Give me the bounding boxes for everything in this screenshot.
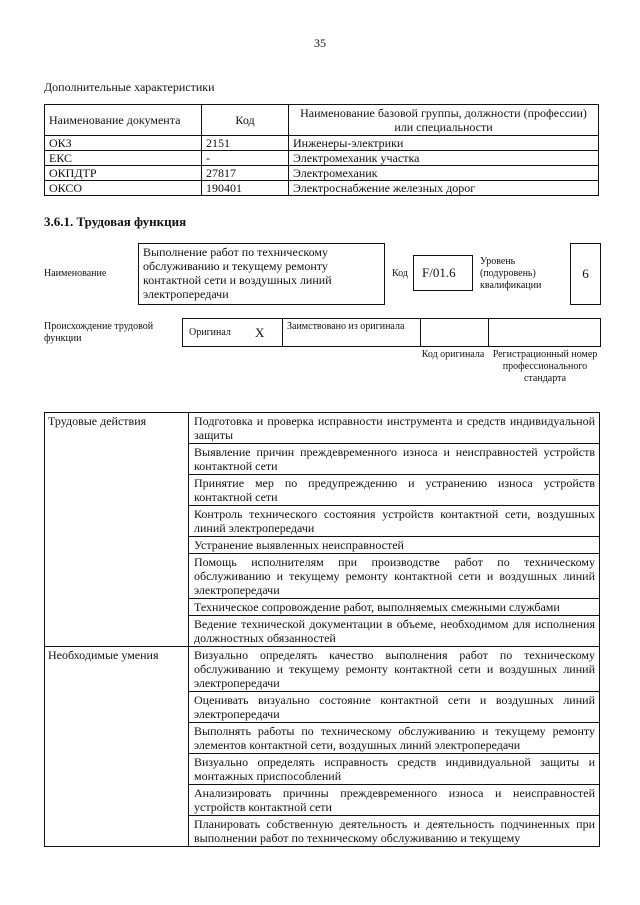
table-row: [45, 413, 600, 444]
actions-label: Трудовые действия: [45, 413, 189, 647]
list-item: Выполнять работы по техническому обслуживанию и текущему ремонту элементов контактной сети, воздушных линий электропередачи: [189, 723, 600, 754]
list-item: Устранение выявленных неисправностей: [189, 537, 600, 554]
function-details-table: [44, 412, 600, 847]
list-item: Принятие мер по предупреждению и устранению износа устройств контактной сети: [189, 475, 600, 506]
cell-code: -: [202, 151, 289, 166]
list-item: Планировать собственную деятельность и деятельность подчиненных при выполнении работ по техническому обслуживанию и текущему: [189, 816, 600, 847]
function-name-box: Выполнение работ по техническому обслуживанию и текущему ремонту контактной сети и воздушных линий электропередачи: [138, 243, 385, 305]
cell-code: 2151: [202, 136, 289, 151]
reg-caption: Регистрационный номер профессионального стандарта: [492, 349, 598, 384]
original-label: Оригинал: [189, 327, 231, 338]
cell-group: Инженеры-электрики: [289, 136, 599, 151]
cell-code: 27817: [202, 166, 289, 181]
code-label: Код: [392, 268, 408, 279]
divider: [488, 318, 489, 347]
section-subtitle: Дополнительные характеристики: [44, 80, 215, 94]
table-row: [45, 136, 599, 151]
cell-group: Электроснабжение железных дорог: [289, 181, 599, 196]
origin-label: Происхождение трудовой функции: [44, 321, 154, 344]
cell-group: Электромеханик участка: [289, 151, 599, 166]
header-document-name: Наименование документа: [45, 105, 202, 136]
name-label: Наименование: [44, 268, 107, 279]
classifier-header-row: [45, 105, 599, 136]
cell-document: ЕКС: [45, 151, 202, 166]
origin-row: [182, 318, 601, 347]
table-row: [45, 181, 599, 196]
level-label: Уровень (подуровень) квалификации: [480, 256, 542, 291]
original-mark: X: [255, 325, 265, 340]
header-code: Код: [202, 105, 289, 136]
table-row: [45, 151, 599, 166]
function-heading: 3.6.1. Трудовая функция: [44, 214, 187, 229]
level-value-box: 6: [570, 243, 601, 305]
list-item: Визуально определять качество выполнения работ по техническому обслуживанию и текущему ремонту контактной сети и воздушных линий электропередачи: [189, 647, 600, 692]
list-item: Выявление причин преждевременного износа и неисправностей устройств контактной сети: [189, 444, 600, 475]
borrowed-label: Заимствовано из оригинала: [287, 321, 405, 332]
table-row: [45, 647, 600, 692]
skills-label: Необходимые умения: [45, 647, 189, 847]
classifier-table: [44, 104, 599, 196]
list-item: Контроль технического состояния устройств контактной сети, воздушных линий электропередачи: [189, 506, 600, 537]
code-caption: Код оригинала: [421, 349, 485, 360]
function-code-box: F/01.6: [413, 255, 473, 291]
list-item: Помощь исполнителям при производстве работ по техническому обслуживанию и текущему ремонту контактной сети и воздушных линий электропередачи: [189, 554, 600, 599]
divider: [282, 318, 283, 347]
page-number: 35: [314, 36, 326, 50]
cell-document: ОКПДТР: [45, 166, 202, 181]
list-item: Оценивать визуально состояние контактной сети и воздушных линий электропередачи: [189, 692, 600, 723]
cell-document: ОКЗ: [45, 136, 202, 151]
cell-code: 190401: [202, 181, 289, 196]
divider: [420, 318, 421, 347]
cell-document: ОКСО: [45, 181, 202, 196]
list-item: Ведение технической документации в объеме, необходимом для исполнения должностных обязанностей: [189, 616, 600, 647]
list-item: Анализировать причины преждевременного износа и неисправностей устройств контактной сети: [189, 785, 600, 816]
list-item: Техническое сопровождение работ, выполняемых смежными службами: [189, 599, 600, 616]
list-item: Визуально определять исправность средств индивидуальной защиты и монтажных приспособлений: [189, 754, 600, 785]
header-group-name: Наименование базовой группы, должности (профессии) или специальности: [289, 105, 599, 136]
cell-group: Электромеханик: [289, 166, 599, 181]
table-row: [45, 166, 599, 181]
list-item: Подготовка и проверка исправности инструмента и средств индивидуальной защиты: [189, 413, 600, 444]
